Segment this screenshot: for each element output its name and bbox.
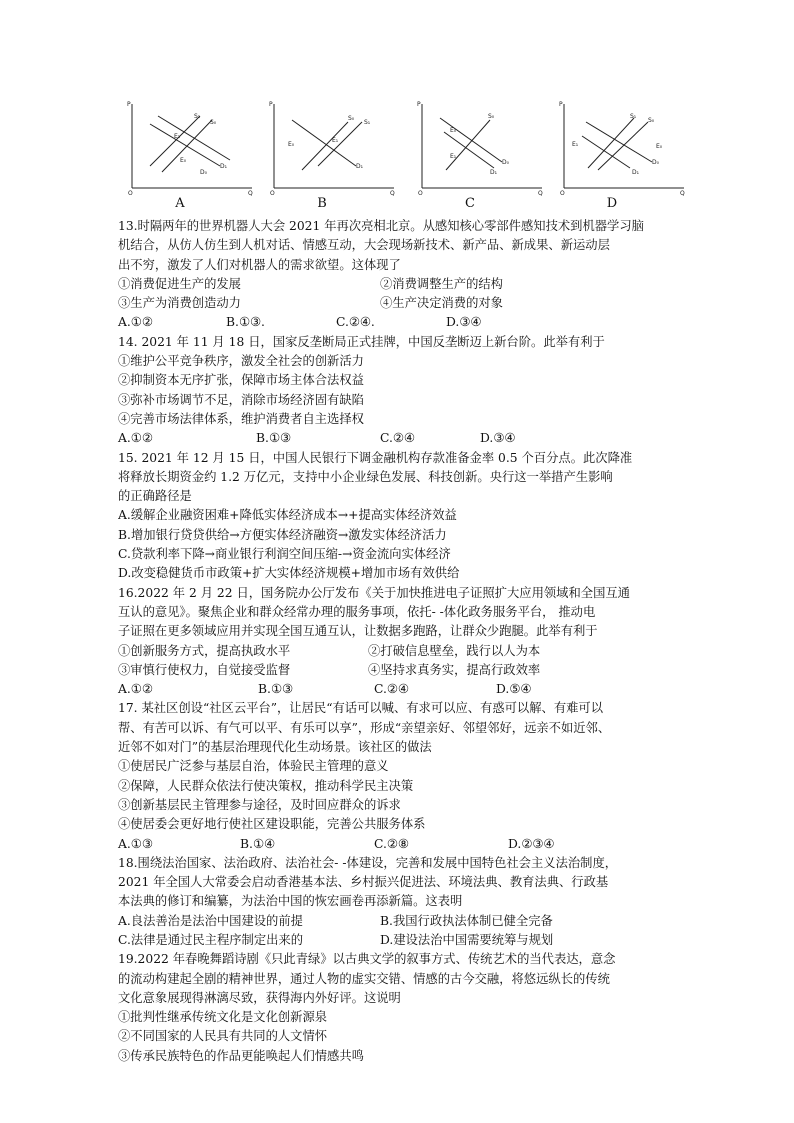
graph-label-p: P bbox=[417, 101, 421, 108]
graph-label-s0: S₀ bbox=[488, 113, 495, 120]
graph-label-d1: D₁ bbox=[632, 169, 640, 176]
graph-label-e1: E₁ bbox=[174, 133, 181, 140]
graph-c-plot bbox=[410, 96, 550, 196]
graph-label-s0: S₀ bbox=[348, 115, 355, 122]
statement: ②保障，人民群众依法行使决策权，推动科学民主决策 bbox=[118, 778, 414, 793]
question-15 bbox=[118, 449, 678, 584]
answer-option: D.改变稳健货币市政策+扩大实体经济规模+增加市场有效供给 bbox=[118, 566, 460, 581]
answer-option: C.②④ bbox=[374, 682, 409, 697]
question-text: 互认的意见》。聚焦企业和群众经常办理的服务事项，依托- -体化政务服务平台， 推动电 bbox=[118, 604, 596, 619]
graph-label-e0: E₀ bbox=[288, 141, 295, 148]
answer-options bbox=[118, 835, 678, 854]
question-text: 将释放长期资金约 1.2 万亿元，支持中小企业绿色发展、科技创新。央行这一举措产生影响 bbox=[118, 469, 613, 484]
question-19 bbox=[118, 950, 678, 1066]
graph-label-d0: D₀ bbox=[200, 169, 208, 176]
answer-option: A.缓解企业融资困难+降低实体经济成本→+提高实体经济效益 bbox=[118, 508, 457, 523]
graph-d-plot bbox=[552, 96, 692, 196]
answer-options bbox=[118, 313, 678, 332]
graph-label-s1: S₁ bbox=[194, 113, 201, 120]
question-text: 18.围绕法治国家、法治政府、法治社会- -体建设，完善和发展中国特色社会主义法治制度， bbox=[118, 855, 618, 870]
question-text: 出不穷，激发了人们对机器人的需求欲望。这体现了 bbox=[118, 257, 401, 272]
question-list bbox=[118, 217, 678, 1066]
answer-option: D.⑤④ bbox=[496, 682, 532, 697]
statement-row bbox=[118, 931, 678, 950]
graph-label-q: Q bbox=[680, 190, 685, 196]
question-text: 16.2022 年 2 月 22 日，国务院办公厅发布《关于加快推进电子证照扩大应用领域和全国互通 bbox=[118, 585, 630, 600]
answer-options bbox=[118, 429, 678, 448]
question-text: 13.时隔两年的世界机器人大会 2021 年再次亮相北京。从感知核心零部件感知技术到机器学习脑 bbox=[118, 219, 644, 233]
question-text: 的正确路径是 bbox=[118, 489, 192, 504]
statement: ②消费调整生产的结构 bbox=[380, 276, 503, 291]
graph-label-e0: E₀ bbox=[450, 127, 457, 134]
statement: ②打破信息壁垒，践行以人为本 bbox=[368, 643, 541, 658]
answer-option: B.①③ bbox=[256, 431, 291, 446]
answer-option: A.①③ bbox=[118, 836, 153, 851]
question-text: 19.2022 年春晚舞蹈诗剧《只此青绿》以古典文学的叙事方式、传统艺术的当代表达，意念 bbox=[118, 952, 616, 967]
graph-label-e0: E₀ bbox=[180, 157, 187, 164]
statement: ③创新基层民主管理参与途径，及时回应群众的诉求 bbox=[118, 797, 401, 812]
statement: ④完善市场法律体系，维护消费者自主选择权 bbox=[118, 411, 364, 426]
graph-label-o: O bbox=[270, 190, 275, 196]
question-text: 机结合，从仿人仿生到人机对话、情感互动，大会现场新技术、新产品、新成果、新运动层 bbox=[118, 238, 610, 253]
question-17 bbox=[118, 699, 678, 853]
statement: ③审慎行使权力，自觉接受监督 bbox=[118, 662, 291, 677]
question-text: 子证照在更多领域应用并实现全国互通互认，让数据多跑路，让群众少跑腿。此举有利于 bbox=[118, 624, 598, 639]
graph-label-e1: E₁ bbox=[450, 153, 457, 160]
statement: ④坚持求真务实，提高行政效率 bbox=[368, 662, 541, 677]
supply-demand-graphs bbox=[120, 96, 685, 216]
statement: ③传承民族特色的作品更能唤起人们情感共鸣 bbox=[118, 1048, 364, 1063]
graph-label-p: P bbox=[559, 101, 563, 108]
statement: ①批判性继承传统文化是文化创新源泉 bbox=[118, 1010, 328, 1025]
answer-option: D.②③④ bbox=[508, 836, 555, 851]
graph-label-d1: D₁ bbox=[356, 163, 364, 170]
question-text: 2021 年全国人大常委会启动香港基本法、乡村振兴促进法、环境法典、教育法典、行政基 bbox=[118, 875, 609, 890]
question-text: 17. 某社区创设“社区云平台”，让居民“有话可以喊、有求可以应、有惑可以解、有难可以 bbox=[118, 701, 604, 716]
graph-label-o: O bbox=[560, 190, 565, 196]
answer-option: C.贷款利率下降→商业银行利润空间压缩-→资金流向实体经济 bbox=[118, 547, 451, 562]
answer-option: D.③④ bbox=[480, 431, 516, 446]
answer-option: B.增加银行贷贷供给→方便实体经济融资→激发实体经济活力 bbox=[118, 527, 447, 542]
graph-b bbox=[262, 96, 402, 216]
graph-label-d1: D₁ bbox=[490, 169, 498, 176]
graph-label-q: Q bbox=[390, 190, 395, 196]
statement-row bbox=[118, 642, 678, 661]
question-18 bbox=[118, 854, 678, 950]
question-text: 近邻不如对门”的基层治理现代化生动场景。该社区的做法 bbox=[118, 740, 432, 755]
statement: ①消费促进生产的发展 bbox=[118, 276, 241, 291]
answer-option: A.①② bbox=[118, 682, 153, 697]
statement: ③弥补市场调节不足，消除市场经济固有缺陷 bbox=[118, 392, 364, 407]
graph-label-d0: D₀ bbox=[652, 159, 660, 166]
graph-label-s1: S₁ bbox=[364, 119, 371, 126]
graph-b-plot bbox=[262, 96, 402, 196]
statement-row bbox=[118, 912, 678, 931]
graph-label-o: O bbox=[418, 190, 423, 196]
statement: ④生产决定消费的对象 bbox=[380, 296, 503, 311]
question-text: 文化意象展现得淋漓尽致，获得海内外好评。这说明 bbox=[118, 990, 401, 1005]
answer-options bbox=[118, 680, 678, 699]
graph-caption: D bbox=[606, 196, 618, 211]
graph-d bbox=[552, 96, 692, 216]
answer-option: D.③④ bbox=[446, 315, 482, 330]
answer-option: C.法律是通过民主程序制定出来的 bbox=[118, 932, 304, 947]
graph-caption: C bbox=[465, 196, 475, 211]
answer-option: D.建设法治中国需要统筹与规划 bbox=[380, 932, 554, 947]
graph-a-plot bbox=[120, 96, 260, 196]
statement: ③生产为消费创造动力 bbox=[118, 296, 241, 311]
graph-label-p: P bbox=[269, 101, 273, 108]
graph-label-o: O bbox=[128, 190, 133, 196]
question-text: 14. 2021 年 11 月 18 日，国家反垄断局正式挂牌，中国反垄断迈上新台阶。此举有利于 bbox=[118, 334, 605, 349]
graph-label-s1: S₁ bbox=[630, 113, 637, 120]
graph-label-s0: S₀ bbox=[210, 119, 217, 126]
graph-label-e1: E₁ bbox=[332, 137, 339, 144]
graph-label-d0: D₀ bbox=[502, 159, 510, 166]
graph-label-q: Q bbox=[538, 190, 543, 196]
question-16 bbox=[118, 584, 678, 700]
statement: ①维护公平竞争秩序，激发全社会的创新活力 bbox=[118, 354, 364, 369]
question-text: 的流动构建起全剧的精神世界，通过人物的虚实交错、情感的古今交融，将悠远纵长的传统 bbox=[118, 971, 610, 986]
question-text: 15. 2021 年 12 月 15 日，中国人民银行下调金融机构存款准备金率 0.5 个百分点。此次降准 bbox=[118, 450, 633, 465]
statement: ①使居民广泛参与基层自治，体验民主管理的意义 bbox=[118, 759, 389, 774]
question-text: 帮、有苦可以诉、有气可以平、有乐可以享”，形成“亲望亲好、邻望邻好，远亲不如近邻、 bbox=[118, 720, 611, 735]
answer-option: C.②⑧ bbox=[374, 836, 409, 851]
question-text: 本法典的修订和编纂，为法治中国的恢宏画卷再添新篇。这表明 bbox=[118, 894, 463, 909]
graph-label-d1: D₁ bbox=[220, 163, 228, 170]
answer-option: B.①③. bbox=[226, 315, 265, 330]
statement-row bbox=[118, 661, 678, 680]
answer-option: B.①③ bbox=[258, 682, 293, 697]
answer-option: A.①② bbox=[118, 315, 153, 330]
graph-caption: A bbox=[175, 196, 185, 211]
statement: ②抑制资本无序扩张，保障市场主体合法权益 bbox=[118, 373, 364, 388]
question-14 bbox=[118, 333, 678, 449]
answer-option: A.良法善治是法治中国建设的前提 bbox=[118, 913, 303, 928]
statement: ①创新服务方式，提高执政水平 bbox=[118, 643, 291, 658]
graph-label-e1: E₁ bbox=[572, 141, 579, 148]
graph-a bbox=[120, 96, 260, 216]
answer-option: C.②④ bbox=[380, 431, 415, 446]
graph-c bbox=[410, 96, 550, 216]
graph-label-s0: S₀ bbox=[648, 117, 655, 124]
question-13 bbox=[118, 217, 678, 333]
statement-row bbox=[118, 275, 678, 294]
statement: ②不同国家的人民具有共同的人文情怀 bbox=[118, 1029, 328, 1044]
statement: ④使居委会更好地行使社区建设职能，完善公共服务体系 bbox=[118, 817, 426, 832]
answer-option: A.①② bbox=[118, 431, 153, 446]
answer-option: C.②④. bbox=[336, 315, 375, 330]
statement-row bbox=[118, 294, 678, 313]
graph-label-q: Q bbox=[248, 190, 253, 196]
graph-label-p: P bbox=[127, 101, 131, 108]
graph-label-e0: E₀ bbox=[656, 143, 663, 150]
graph-caption: B bbox=[317, 196, 327, 211]
answer-option: B.我国行政执法体制已健全完备 bbox=[380, 913, 553, 928]
answer-option: B.①④ bbox=[240, 836, 275, 851]
